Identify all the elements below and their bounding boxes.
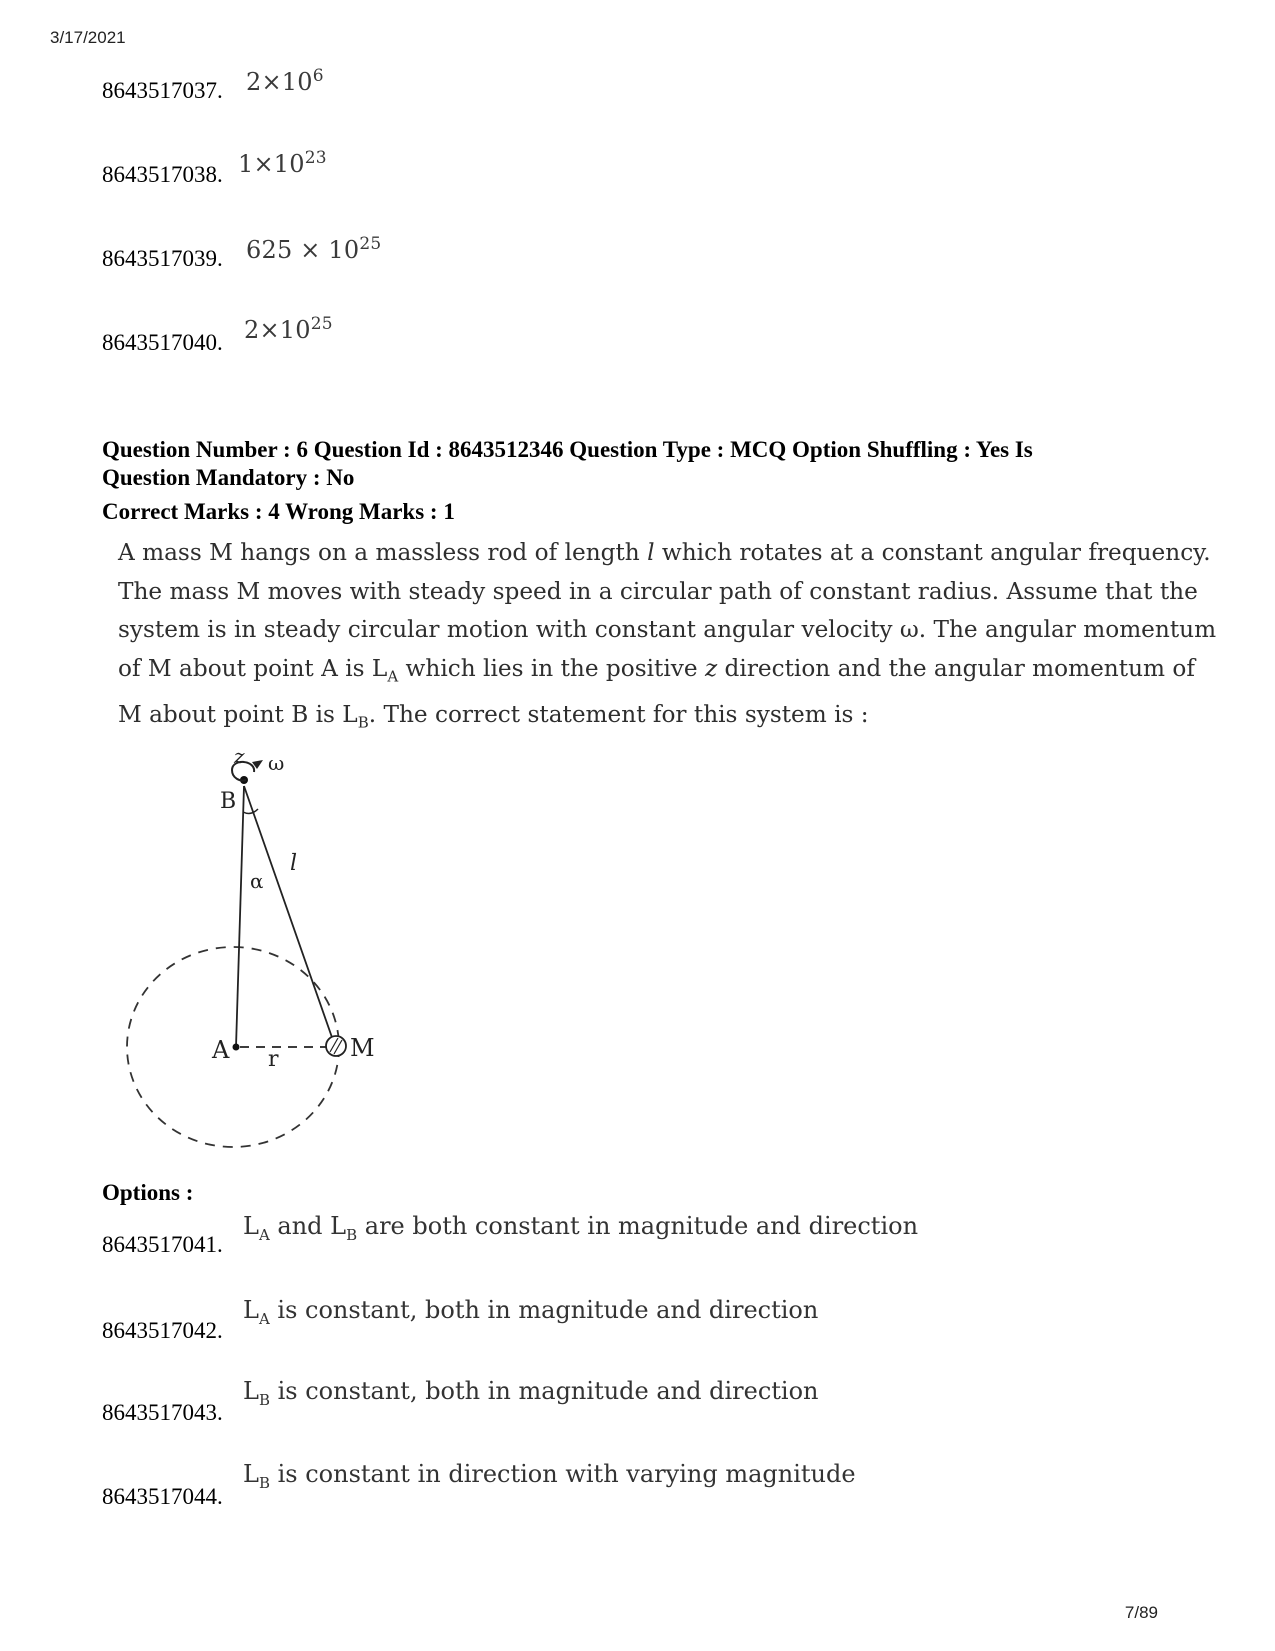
option-id[interactable]: 8643517043. [102,1400,223,1425]
vertical-axis-line [236,786,244,1047]
mantissa: 1 [238,150,254,178]
times-sign: × [300,236,321,264]
option-id: 8643517037. [102,78,223,103]
label-m: M [350,1034,375,1062]
var-l: l [647,539,655,566]
option-text[interactable]: $L_A$ is constant, both in magnitude and direction [243,1296,819,1328]
mantissa: 2 [244,316,260,344]
option-id: 8643517038. [102,162,223,187]
option-id[interactable]: 8643517041. [102,1232,223,1257]
question-line: The mass M moves with steady speed in a circular path of constant radius. Assume that the [118,577,1198,605]
exponent: 23 [304,148,327,168]
option-id: 8643517039. [102,246,223,271]
exponent: 25 [359,234,382,254]
point-a [233,1044,240,1051]
question-line: system is in steady circular motion with constant angular velocity ω. The angular momentum [118,616,1217,643]
question-line: A mass M hangs on a massless rod of length l which rotates at a constant angular frequency. [118,539,1211,566]
label-a: A [212,1036,230,1064]
exponent: 6 [312,66,324,86]
option-id[interactable]: 8643517044. [102,1484,223,1509]
angle-arc [243,809,258,813]
mantissa: 625 [246,236,293,264]
label-omega: ω [268,751,285,775]
base: 10 [281,68,313,96]
option-text[interactable]: $L_B$ is constant in direction with varying magnitude [243,1460,856,1492]
header-date: 3/17/2021 [50,28,126,47]
label-r: r [268,1047,279,1072]
times-sign: × [261,68,282,96]
question-line: M about point B is $L_B$. The correct statement for this system is : [118,700,869,732]
option-text[interactable]: $L_B$ is constant, both in magnitude and direction [243,1377,819,1409]
base: 10 [273,150,305,178]
option-id[interactable]: 8643517042. [102,1318,223,1343]
question-meta-line: Question Mandatory : No [102,465,355,490]
question-marks: Correct Marks : 4 Wrong Marks : 1 [102,499,455,524]
question-line: of M about point A is $L_A$ which lies in the positive z direction and the angular momentum of [118,654,1195,686]
label-alpha: α [250,869,264,893]
label-l: l [290,851,298,876]
option-text[interactable]: $L_A$ and $L_B$ are both constant in magnitude and direction [243,1212,919,1244]
times-sign: × [253,150,274,178]
label-z: z [234,744,245,768]
times-sign: × [259,316,280,344]
page-number: 7/89 [1124,1603,1158,1622]
option-id: 8643517040. [102,330,223,355]
mantissa: 2 [246,68,262,96]
label-b: B [220,789,237,814]
base: 10 [328,236,360,264]
options-label: Options : [102,1180,194,1205]
exponent: 25 [310,314,333,334]
base: 10 [279,316,311,344]
question-meta-line: Question Number : 6 Question Id : 8643512346 Question Type : MCQ Option Shuffling : Yes Is [102,437,1033,462]
rod-line [244,786,335,1046]
mass-m [326,1036,346,1056]
